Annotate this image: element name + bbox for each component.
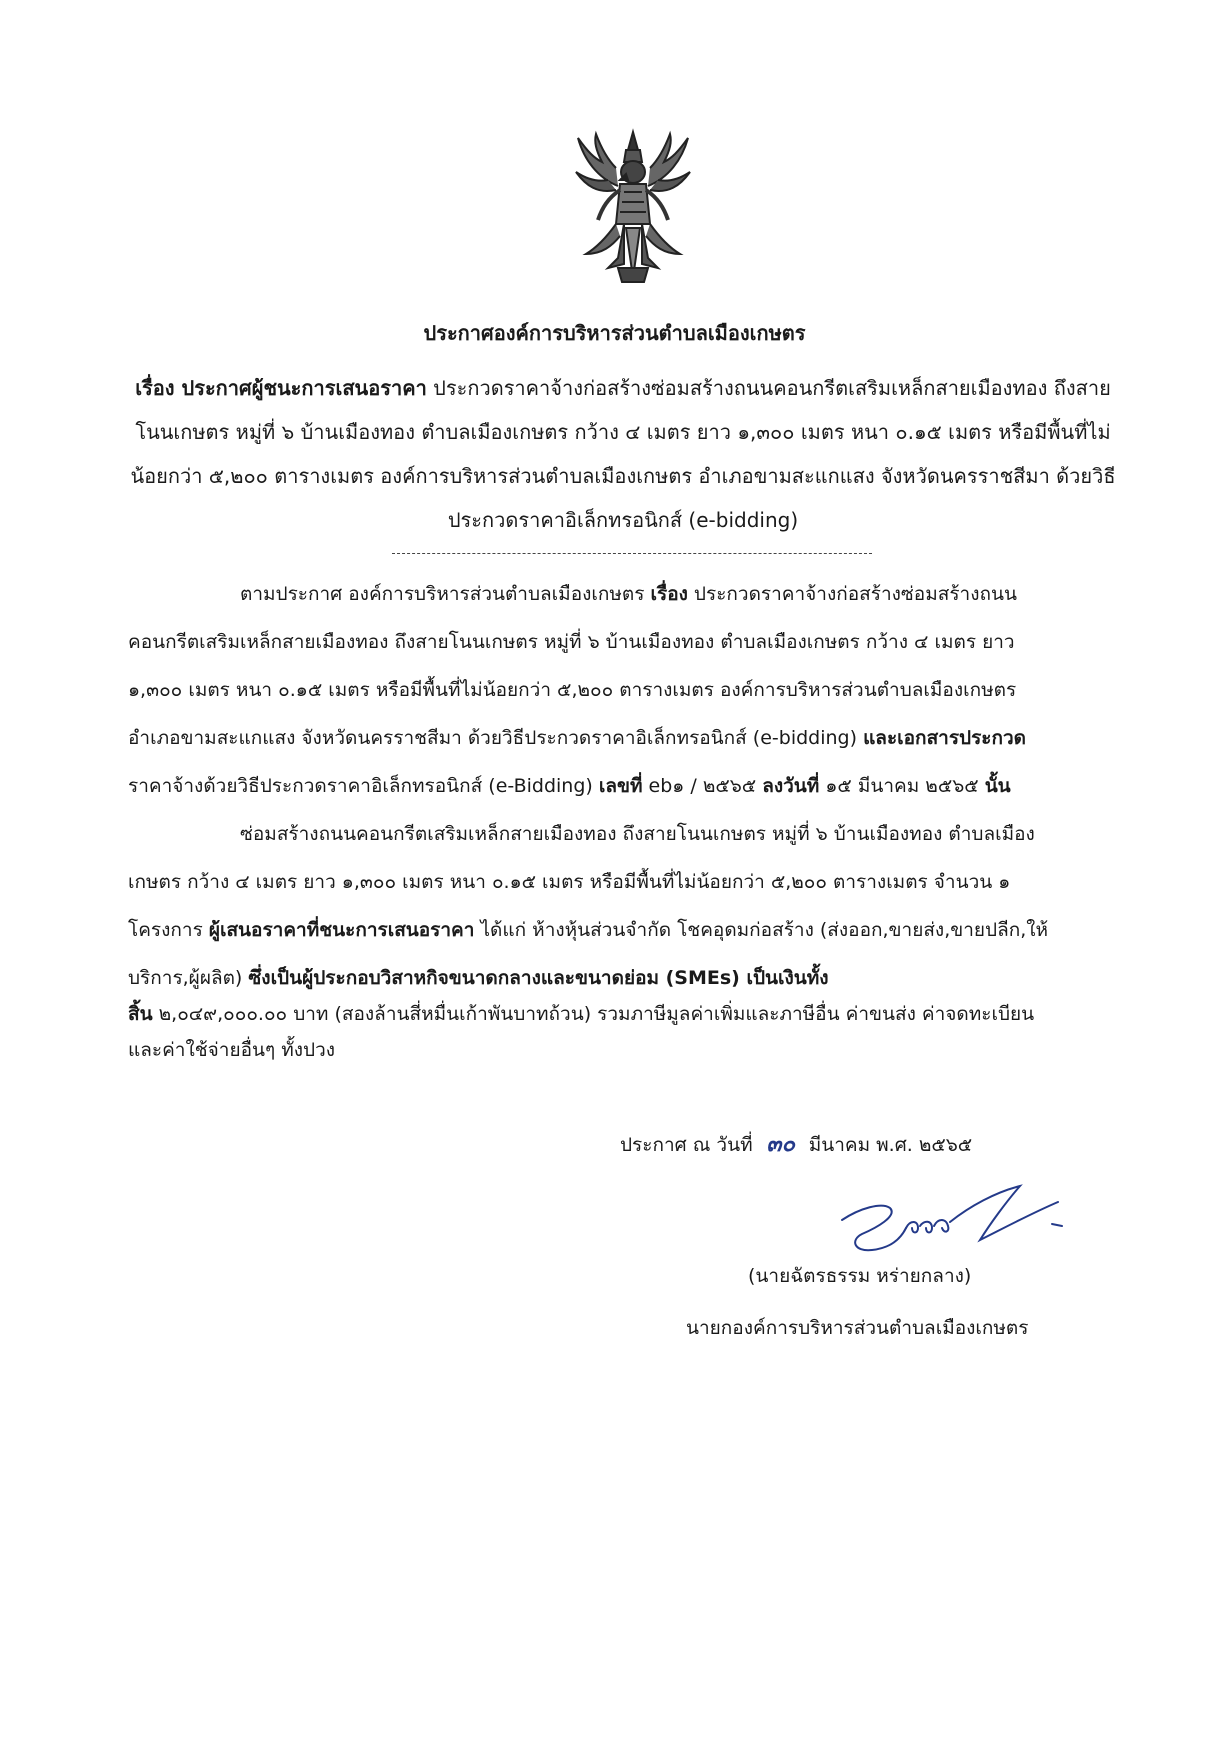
text-span: โครงการ (128, 919, 209, 941)
body-line: คอนกรีตเสริมเหล็กสายเมืองทอง ถึงสายโนนเกษตร หมู่ที่ ๖ บ้านเมืองทอง ตำบลเมืองเกษตร กว้าง ๔ เมตร ยาว (128, 631, 1015, 653)
text-span: เรื่อง (650, 583, 688, 605)
divider-rule (392, 553, 872, 554)
body-line: ๑,๓๐๐ เมตร หนา ๐.๑๕ เมตร หรือมีพื้นที่ไม่น้อยกว่า ๕,๒๐๐ ตารางเมตร องค์การบริหารส่วนตำบลเมืองเกษตร (128, 679, 1017, 701)
document-subject (128, 366, 1118, 542)
text-span: ๒,๐๔๙,๐๐๐.๐๐ บาท (สองล้านสี่หมื่นเก้าพันบาทถ้วน) รวมภาษีมูลค่าเพิ่มและภาษีอื่น ค่าขนส่ง ค่าจดทะเบียน (152, 1003, 1035, 1025)
body-line (128, 1000, 1034, 1028)
text-span: และเอกสารประกวด (863, 727, 1027, 749)
text-span: ลงวันที่ (762, 775, 820, 797)
body-line (128, 724, 1026, 752)
signer-name: (นายฉัตรธรรม หร่ายกลาง) (748, 1265, 972, 1287)
text-span: มีนาคม พ.ศ. ๒๕๖๕ (808, 1134, 973, 1156)
subject-label: เรื่อง ประกาศผู้ชนะการเสนอราคา (135, 376, 427, 400)
garuda-emblem-icon (568, 128, 698, 288)
text-span: บริการ,ผู้ผลิต) (128, 967, 249, 989)
text-span: ตามประกาศ องค์การบริหารส่วนตำบลเมืองเกษตร (240, 583, 651, 605)
announce-date (620, 1130, 972, 1159)
text-span: นั้น (984, 775, 1011, 797)
subject-text: ประกวดราคาจ้างก่อสร้างซ่อมสร้างถนนคอนกรีตเสริมเหล็กสายเมืองทอง ถึงสายโนนเกษตร หมู่ที่ ๖ บ้านเมืองทอง ตำบลเมืองเกษตร กว้าง ๔ เมตร ยาว ๑,๓๐๐ เมตร หนา ๐.๑๕ เมตร หรือมีพื้นที่ไม่น้อยกว่า ๕,๒๐๐ ตารางเมตร องค์การบริหารส่วนตำบลเมืองเกษตร อำเภอขามสะแกแสง จังหวัดนครราชสีมา ด้วยวิธีประกวดราคาอิเล็กทรอนิกส์ (e-bidding) (130, 376, 1116, 532)
text-span: เลขที่ (598, 775, 643, 797)
text-span: ราคาจ้างด้วยวิธีประกวดราคาอิเล็กทรอนิกส์ (e-Bidding) (128, 775, 599, 797)
handwritten-day: ๓๐ (766, 1131, 795, 1157)
text-span: ประกาศ ณ วันที่ (620, 1134, 753, 1156)
text-span: ประกวดราคาจ้างก่อสร้างซ่อมสร้างถนน (687, 583, 1017, 605)
signer-position: นายกองค์การบริหารส่วนตำบลเมืองเกษตร (686, 1317, 1029, 1339)
body-line (128, 772, 1011, 800)
body-line: เกษตร กว้าง ๔ เมตร ยาว ๑,๓๐๐ เมตร หนา ๐.๑๕ เมตร หรือมีพื้นที่ไม่น้อยกว่า ๕,๒๐๐ ตารางเมตร จำนวน ๑ (128, 871, 1011, 893)
body-line (128, 916, 1048, 944)
text-span: ได้แก่ ห้างหุ้นส่วนจำกัด โชคอุดมก่อสร้าง (ส่งออก,ขายส่ง,ขายปลีก,ให้ (474, 919, 1049, 941)
text-span: ผู้เสนอราคาที่ชนะการเสนอราคา (208, 919, 475, 941)
body-line (240, 580, 1017, 608)
document-title: ประกาศองค์การบริหารส่วนตำบลเมืองเกษตร (423, 321, 806, 345)
text-span: ๑๕ มีนาคม ๒๕๖๕ (819, 775, 985, 797)
body-line: และค่าใช้จ่ายอื่นๆ ทั้งปวง (128, 1039, 336, 1061)
body-line (128, 964, 829, 992)
text-span: ซึ่งเป็นผู้ประกอบวิสาหกิจขนาดกลางและขนาดย่อม (SMEs) เป็นเงินทั้ง (248, 967, 829, 989)
text-span: eb๑ / ๒๕๖๕ (642, 775, 763, 797)
text-span: สิ้น (128, 1003, 153, 1025)
body-line: ซ่อมสร้างถนนคอนกรีตเสริมเหล็กสายเมืองทอง ถึงสายโนนเกษตร หมู่ที่ ๖ บ้านเมืองทอง ตำบลเมือง (240, 823, 1035, 845)
text-span: อำเภอขามสะแกแสง จังหวัดนครราชสีมา ด้วยวิธีประกวดราคาอิเล็กทรอนิกส์ (e-bidding) (128, 727, 864, 749)
